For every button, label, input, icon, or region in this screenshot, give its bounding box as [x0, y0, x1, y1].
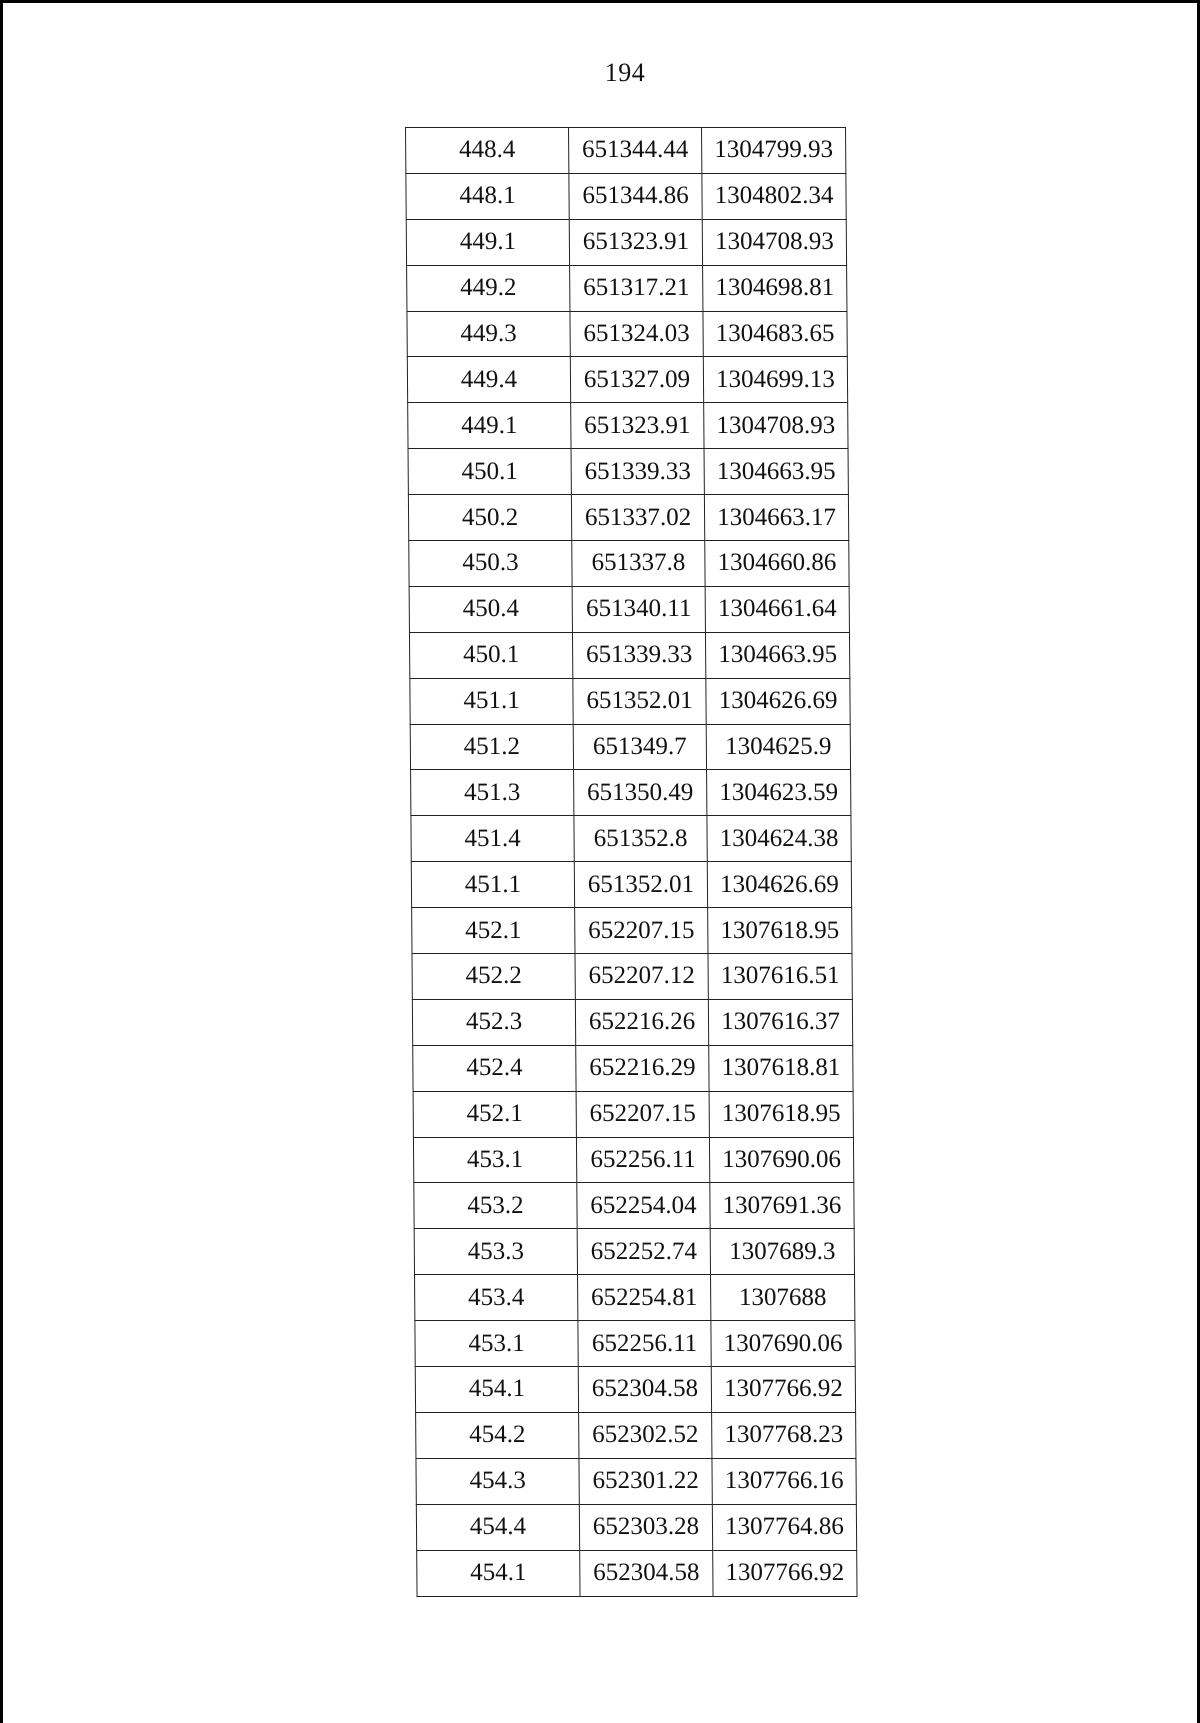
- point-id-cell: 448.1: [406, 173, 569, 219]
- point-id-cell: 452.4: [413, 1045, 576, 1091]
- point-id-cell: 451.1: [411, 862, 574, 908]
- northing-cell: 1304624.38: [707, 816, 851, 862]
- point-id-cell: 450.4: [409, 586, 572, 632]
- point-id-cell: 448.4: [406, 128, 569, 174]
- table-row: [408, 495, 848, 541]
- easting-cell: 652207.15: [576, 1091, 709, 1137]
- table-row: [412, 999, 852, 1045]
- point-id-cell: 454.3: [416, 1458, 579, 1504]
- point-id-cell: 449.1: [406, 219, 569, 265]
- easting-cell: 652207.12: [575, 954, 708, 1000]
- table-row: [410, 678, 850, 724]
- point-id-cell: 451.3: [411, 770, 574, 816]
- easting-cell: 651349.7: [573, 724, 706, 770]
- table-row: [416, 1458, 856, 1504]
- point-id-cell: 452.2: [412, 954, 575, 1000]
- easting-cell: 652207.15: [575, 908, 708, 954]
- point-id-cell: 449.3: [407, 311, 570, 357]
- easting-cell: 651339.33: [572, 632, 705, 678]
- page-number: 194: [604, 58, 646, 87]
- northing-cell: 1304626.69: [706, 678, 850, 724]
- northing-cell: 1304663.95: [705, 632, 849, 678]
- coordinates-table-body: [406, 128, 858, 1597]
- table-row: [414, 1229, 854, 1275]
- point-id-cell: 451.1: [410, 678, 573, 724]
- point-id-cell: 453.2: [414, 1183, 577, 1229]
- easting-cell: 651337.02: [571, 495, 704, 541]
- northing-cell: 1304683.65: [703, 311, 847, 357]
- northing-cell: 1304663.17: [704, 495, 848, 541]
- table-row: [413, 1091, 853, 1137]
- northing-cell: 1307618.95: [708, 908, 852, 954]
- table-row: [412, 954, 852, 1000]
- table-row: [417, 1550, 857, 1596]
- table-row: [409, 541, 849, 587]
- easting-cell: 651352.01: [574, 862, 707, 908]
- table-row: [412, 908, 852, 954]
- northing-cell: 1304625.9: [706, 724, 850, 770]
- table-row: [410, 724, 850, 770]
- point-id-cell: 450.1: [408, 449, 571, 495]
- easting-cell: 652302.52: [579, 1412, 712, 1458]
- table-row: [411, 862, 851, 908]
- easting-cell: 651339.33: [571, 449, 704, 495]
- point-id-cell: 453.3: [414, 1229, 577, 1275]
- easting-cell: 651324.03: [570, 311, 703, 357]
- table-row: [414, 1183, 854, 1229]
- easting-cell: 651352.8: [574, 816, 707, 862]
- northing-cell: 1304802.34: [702, 173, 846, 219]
- northing-cell: 1307690.06: [709, 1137, 853, 1183]
- point-id-cell: 452.3: [412, 999, 575, 1045]
- easting-cell: 651340.11: [572, 586, 705, 632]
- point-id-cell: 453.1: [413, 1137, 576, 1183]
- point-id-cell: 450.1: [409, 632, 572, 678]
- easting-cell: 652304.58: [578, 1367, 711, 1413]
- point-id-cell: 451.4: [411, 816, 574, 862]
- point-id-cell: 450.3: [409, 541, 572, 587]
- easting-cell: 651337.8: [572, 541, 705, 587]
- table-row: [406, 128, 846, 174]
- table-row: [413, 1045, 853, 1091]
- table-row: [415, 1367, 855, 1413]
- table-row: [413, 1137, 853, 1183]
- easting-cell: 651317.21: [570, 265, 703, 311]
- easting-cell: 652256.11: [576, 1137, 709, 1183]
- easting-cell: 651344.44: [569, 128, 702, 174]
- table-row: [409, 586, 849, 632]
- northing-cell: 1307764.86: [712, 1504, 856, 1550]
- point-id-cell: 450.2: [408, 495, 571, 541]
- table-row: [409, 632, 849, 678]
- table-row: [408, 449, 848, 495]
- table-row: [406, 219, 846, 265]
- table-row: [407, 265, 847, 311]
- table-row: [416, 1412, 856, 1458]
- northing-cell: 1304708.93: [704, 403, 848, 449]
- easting-cell: 652256.11: [578, 1321, 711, 1367]
- point-id-cell: 449.4: [407, 357, 570, 403]
- northing-cell: 1304799.93: [702, 128, 846, 174]
- table-row: [406, 173, 846, 219]
- northing-cell: 1304660.86: [705, 541, 849, 587]
- point-id-cell: 452.1: [412, 908, 575, 954]
- point-id-cell: 451.2: [410, 724, 573, 770]
- northing-cell: 1307618.95: [709, 1091, 853, 1137]
- point-id-cell: 453.1: [415, 1321, 578, 1367]
- northing-cell: 1307768.23: [712, 1412, 856, 1458]
- table-row: [408, 403, 848, 449]
- point-id-cell: 454.1: [415, 1367, 578, 1413]
- northing-cell: 1307618.81: [709, 1045, 853, 1091]
- easting-cell: 651344.86: [569, 173, 702, 219]
- northing-cell: 1307766.16: [712, 1458, 856, 1504]
- northing-cell: 1307691.36: [710, 1183, 854, 1229]
- northing-cell: 1304623.59: [707, 770, 851, 816]
- northing-cell: 1307616.51: [708, 954, 852, 1000]
- easting-cell: 652254.04: [577, 1183, 710, 1229]
- point-id-cell: 454.1: [417, 1550, 580, 1596]
- easting-cell: 651323.91: [571, 403, 704, 449]
- northing-cell: 1304699.13: [703, 357, 847, 403]
- easting-cell: 652216.29: [576, 1045, 709, 1091]
- table-row: [411, 770, 851, 816]
- easting-cell: 652303.28: [579, 1504, 712, 1550]
- easting-cell: 652304.58: [580, 1550, 713, 1596]
- table-row: [415, 1275, 855, 1321]
- table-row: [407, 357, 847, 403]
- table-row: [407, 311, 847, 357]
- northing-cell: 1304663.95: [704, 449, 848, 495]
- northing-cell: 1304708.93: [702, 219, 846, 265]
- easting-cell: 652216.26: [575, 999, 708, 1045]
- northing-cell: 1307616.37: [708, 999, 852, 1045]
- point-id-cell: 449.2: [407, 265, 570, 311]
- easting-cell: 651350.49: [574, 770, 707, 816]
- easting-cell: 651327.09: [570, 357, 703, 403]
- northing-cell: 1307766.92: [711, 1367, 855, 1413]
- easting-cell: 651352.01: [573, 678, 706, 724]
- point-id-cell: 453.4: [415, 1275, 578, 1321]
- point-id-cell: 449.1: [408, 403, 571, 449]
- point-id-cell: 454.4: [416, 1504, 579, 1550]
- point-id-cell: 452.1: [413, 1091, 576, 1137]
- northing-cell: 1307689.3: [710, 1229, 854, 1275]
- easting-cell: 651323.91: [569, 219, 702, 265]
- table-row: [416, 1504, 856, 1550]
- northing-cell: 1307766.92: [713, 1550, 857, 1596]
- northing-cell: 1304661.64: [705, 586, 849, 632]
- coordinates-table: [405, 127, 858, 1597]
- northing-cell: 1307690.06: [711, 1321, 855, 1367]
- easting-cell: 652252.74: [577, 1229, 710, 1275]
- easting-cell: 652254.81: [578, 1275, 711, 1321]
- northing-cell: 1304698.81: [703, 265, 847, 311]
- easting-cell: 652301.22: [579, 1458, 712, 1504]
- point-id-cell: 454.2: [416, 1412, 579, 1458]
- table-row: [411, 816, 851, 862]
- table-row: [415, 1321, 855, 1367]
- northing-cell: 1307688: [711, 1275, 855, 1321]
- northing-cell: 1304626.69: [707, 862, 851, 908]
